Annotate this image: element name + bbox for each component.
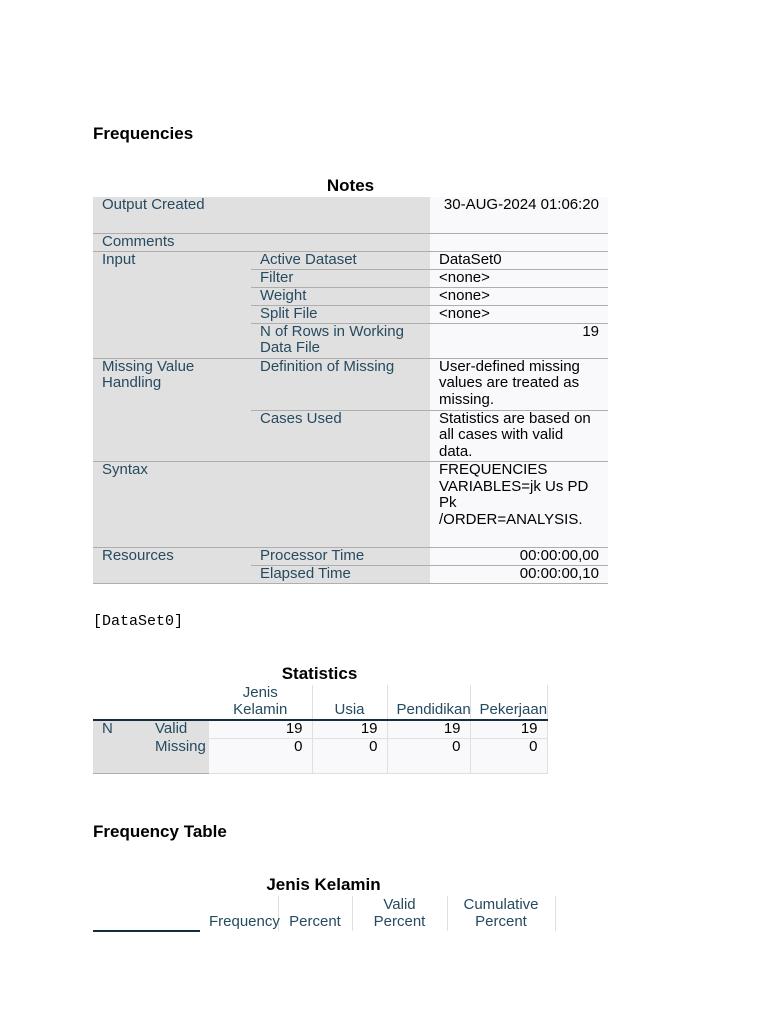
split-file-value: <none> [430, 305, 608, 323]
missing-value: 0 [312, 738, 387, 773]
output-created-label: Output Created [93, 197, 430, 233]
jenis-kelamin-title: Jenis Kelamin [266, 875, 381, 894]
cases-used-label: Cases Used [251, 410, 430, 461]
output-created-value: 30-AUG-2024 01:06:20 [430, 197, 608, 233]
comments-value [430, 233, 608, 251]
col-header: Valid Percent [352, 896, 447, 931]
n-label: N [93, 720, 146, 773]
syntax-label: Syntax [93, 461, 430, 547]
col-header: Usia [312, 685, 387, 720]
statistics-title: Statistics [281, 664, 358, 683]
col-header: Jenis Kelamin [209, 685, 312, 720]
missing-handling-label: Missing Value Handling [93, 358, 251, 461]
split-file-label: Split File [251, 305, 430, 323]
definition-of-missing-value: User-defined missing values are treated as missing. [430, 358, 608, 410]
valid-value: 19 [209, 720, 312, 738]
filter-value: <none> [430, 269, 608, 287]
frequency-table-heading: Frequency Table [93, 822, 227, 841]
jenis-kelamin-table [93, 896, 556, 932]
weight-label: Weight [251, 287, 430, 305]
valid-value: 19 [470, 720, 547, 738]
processor-time-label: Processor Time [251, 547, 430, 565]
missing-value: 0 [209, 738, 312, 773]
active-dataset-value: DataSet0 [430, 251, 608, 269]
n-rows-value: 19 [430, 323, 608, 358]
input-label: Input [93, 251, 251, 358]
col-header: Cumulative Percent [447, 896, 555, 931]
weight-value: <none> [430, 287, 608, 305]
missing-value: 0 [470, 738, 547, 773]
comments-label: Comments [93, 233, 430, 251]
statistics-table [93, 685, 548, 774]
filter-label: Filter [251, 269, 430, 287]
col-header: Percent [278, 896, 352, 931]
missing-value: 0 [387, 738, 470, 773]
syntax-value: FREQUENCIES VARIABLES=jk Us PD Pk /ORDER=ANALYSIS. [430, 461, 608, 547]
col-header: Pekerjaan [470, 685, 547, 720]
missing-label: Missing [146, 738, 209, 773]
valid-value: 19 [312, 720, 387, 738]
col-header: Pendidikan [387, 685, 470, 720]
processor-time-value: 00:00:00,00 [430, 547, 608, 565]
resources-label: Resources [93, 547, 251, 583]
notes-title: Notes [326, 176, 375, 195]
notes-table [93, 197, 608, 584]
definition-of-missing-label: Definition of Missing [251, 358, 430, 410]
valid-label: Valid [146, 720, 209, 738]
active-dataset-label: Active Dataset [251, 251, 430, 269]
cases-used-value: Statistics are based on all cases with valid data. [430, 410, 608, 461]
dataset-label: [DataSet0] [93, 613, 184, 630]
freq-corner [93, 896, 200, 931]
elapsed-time-value: 00:00:00,10 [430, 565, 608, 583]
n-rows-label: N of Rows in Working Data File [251, 323, 430, 358]
col-header: Frequency [200, 896, 278, 931]
valid-value: 19 [387, 720, 470, 738]
stats-corner [93, 685, 209, 720]
elapsed-time-label: Elapsed Time [251, 565, 430, 583]
frequencies-heading: Frequencies [93, 124, 194, 143]
